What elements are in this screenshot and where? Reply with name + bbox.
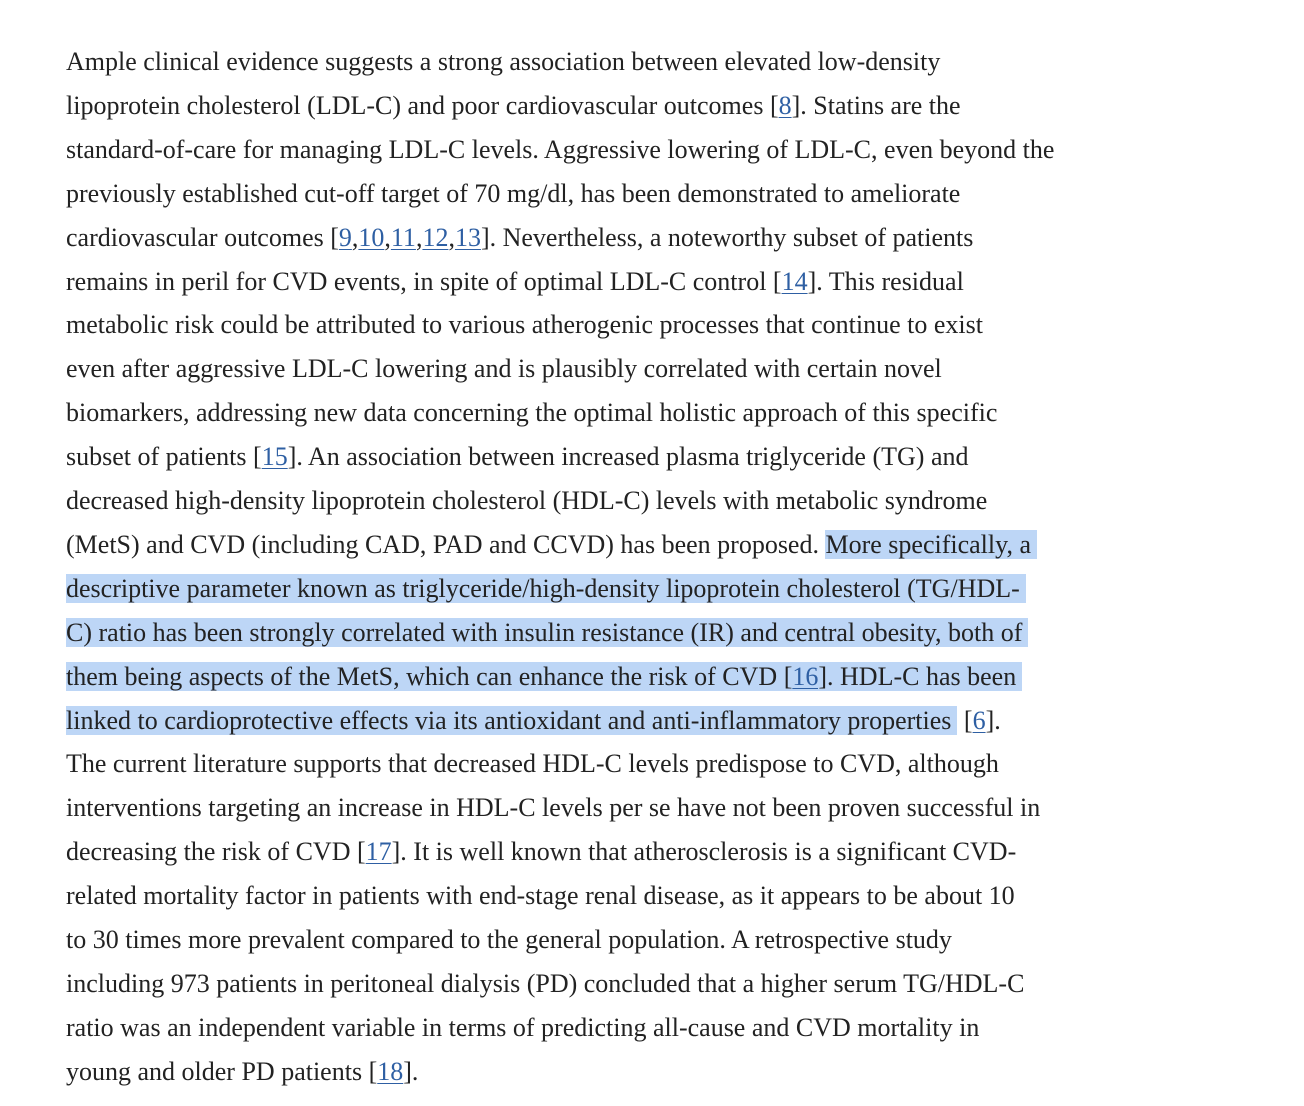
text-line xyxy=(66,128,1054,172)
text-line xyxy=(66,699,1001,743)
citation-link[interactable]: 10 xyxy=(358,222,385,252)
citation-link[interactable]: 8 xyxy=(778,90,792,120)
text-run: (MetS) and CVD (including CAD, PAD and CCVD) has been proposed. xyxy=(66,529,826,559)
selected-text: ]. HDL-C has been xyxy=(818,662,1022,691)
text-line xyxy=(66,962,1024,1006)
text-line xyxy=(66,1006,979,1050)
text-line xyxy=(66,786,1040,830)
text-line xyxy=(66,1050,418,1094)
text-run: , xyxy=(448,222,455,252)
text-line xyxy=(66,40,940,84)
text-line xyxy=(66,391,997,435)
text-run: The current literature supports that decreased HDL-C levels predispose to CVD, although xyxy=(66,749,999,779)
citation-link[interactable]: 15 xyxy=(261,442,288,472)
text-line xyxy=(66,830,1016,874)
citation-link[interactable]: 16 xyxy=(792,661,819,691)
text-line xyxy=(66,303,983,347)
text-run: ]. Nevertheless, a noteworthy subset of patients xyxy=(480,222,974,252)
selected-text: C) ratio has been strongly correlated with insulin resistance (IR) and central obesity, both of xyxy=(66,618,1028,647)
text-run: subset of patients [ xyxy=(66,442,262,472)
text-run: decreasing the risk of CVD [ xyxy=(66,837,366,867)
text-run: remains in peril for CVD events, in spite of optimal LDL-C control [ xyxy=(66,266,782,296)
selected-text: descriptive parameter known as triglyceride/high-density lipoprotein cholesterol (TG/HDL- xyxy=(66,574,1026,603)
text-line xyxy=(66,435,969,479)
text-line xyxy=(66,874,1015,918)
citation-link[interactable]: 11 xyxy=(390,222,416,252)
citation-link[interactable]: 14 xyxy=(781,266,808,296)
text-run: , xyxy=(351,222,359,252)
citation-link[interactable]: 6 xyxy=(972,705,986,735)
citation-link[interactable]: 17 xyxy=(365,837,392,867)
citation-link[interactable]: 9 xyxy=(338,222,352,252)
citation-link[interactable]: 13 xyxy=(454,222,481,252)
text-run: biomarkers, addressing new data concerning the optimal holistic approach of this specific xyxy=(66,398,998,428)
text-line xyxy=(66,567,1026,611)
text-run: lipoprotein cholesterol (LDL-C) and poor cardiovascular outcomes [ xyxy=(66,90,779,120)
text-line xyxy=(66,611,1028,655)
selected-text: them being aspects of the MetS, which can enhance the risk of CVD [ xyxy=(66,661,793,691)
text-run: standard-of-care for managing LDL-C levels. Aggressive lowering of LDL-C, even beyond the xyxy=(66,134,1055,164)
text-line xyxy=(66,216,973,260)
text-run: [ xyxy=(957,705,973,735)
selected-text: linked to cardioprotective effects via its antioxidant and anti-inflammatory properties xyxy=(66,706,957,735)
text-run: ]. xyxy=(403,1056,419,1086)
text-line xyxy=(66,347,942,391)
citation-link[interactable]: 18 xyxy=(377,1056,404,1086)
text-run: metabolic risk could be attributed to various atherogenic processes that continue to exist xyxy=(66,310,983,340)
citation-link[interactable]: 12 xyxy=(422,222,449,252)
text-line xyxy=(66,742,999,786)
text-run: including 973 patients in peritoneal dialysis (PD) concluded that a higher serum TG/HDL-C xyxy=(66,968,1025,998)
text-run: , xyxy=(384,222,391,252)
text-run: ]. It is well known that atherosclerosis is a significant CVD- xyxy=(391,837,1017,867)
text-run: to 30 times more prevalent compared to the general population. A retrospective study xyxy=(66,925,952,954)
text-line xyxy=(66,655,1022,699)
text-run: ]. An association between increased plasma triglyceride (TG) and xyxy=(287,442,969,472)
text-run: ratio was an independent variable in terms of predicting all-cause and CVD mortality in xyxy=(66,1012,980,1042)
text-line xyxy=(66,523,1037,567)
text-line xyxy=(66,172,960,216)
text-run: cardiovascular outcomes [ xyxy=(66,222,339,252)
text-run: young and older PD patients [ xyxy=(66,1056,378,1086)
selected-text: More specifically, a xyxy=(825,530,1037,559)
text-run: ]. This residual xyxy=(807,266,964,296)
text-line xyxy=(66,479,987,523)
text-run: Ample clinical evidence suggests a strong association between elevated low-density xyxy=(66,47,941,76)
text-run: , xyxy=(415,222,423,252)
text-run: even after aggressive LDL-C lowering and is plausibly correlated with certain novel xyxy=(66,354,942,384)
text-run: ]. xyxy=(985,705,1001,735)
text-run: decreased high-density lipoprotein cholesterol (HDL-C) levels with metabolic syndrome xyxy=(66,486,988,515)
text-run: interventions targeting an increase in HDL-C levels per se have not been proven successful in xyxy=(66,793,1041,823)
text-line xyxy=(66,918,952,962)
text-run: previously established cut-off target of 70 mg/dl, has been demonstrated to ameliorate xyxy=(66,178,961,208)
text-line xyxy=(66,84,961,128)
text-run: related mortality factor in patients with end-stage renal disease, as it appears to be about 10 xyxy=(66,881,1015,911)
text-line xyxy=(66,260,964,304)
text-run: ]. Statins are the xyxy=(791,90,961,120)
